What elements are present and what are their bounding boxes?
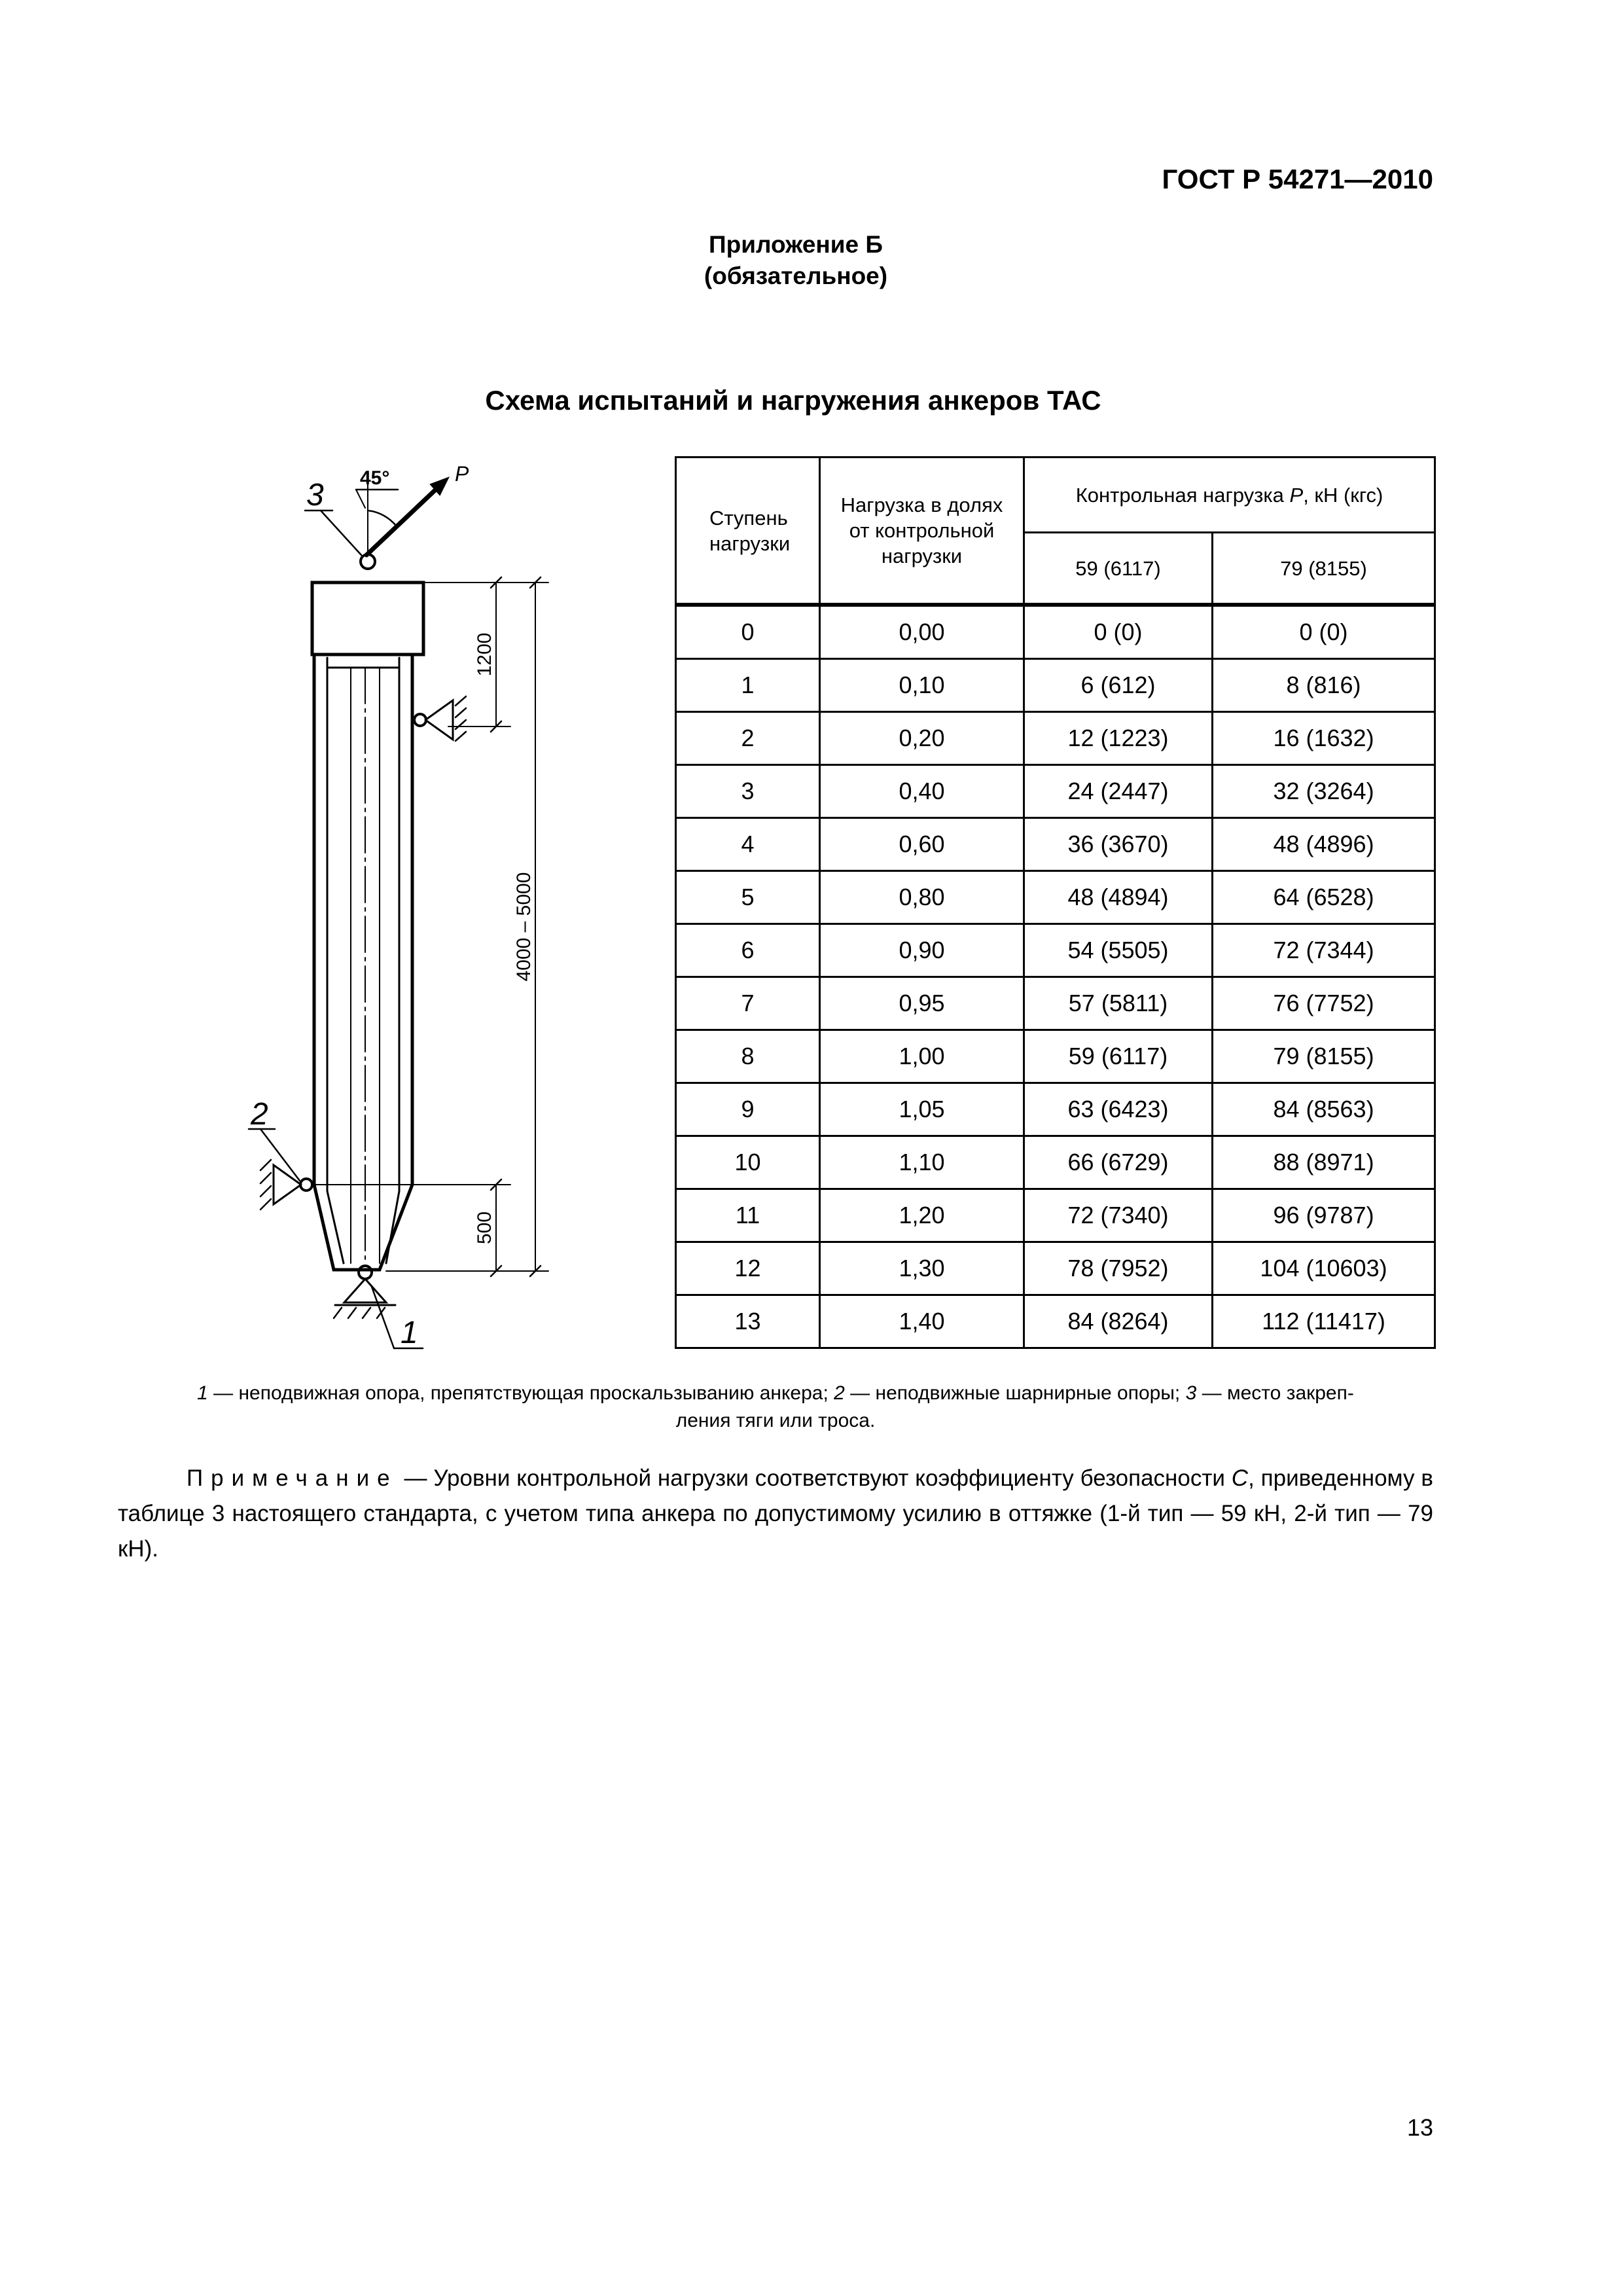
cell-load-type-1: 48 (4894) (1024, 871, 1213, 924)
standard-code: ГОСТ Р 54271—2010 (1162, 164, 1433, 194)
bottom-support-hatch (363, 1308, 370, 1318)
cell-step: 0 (676, 605, 820, 659)
cell-step: 1 (676, 659, 820, 712)
table-row (676, 1189, 1435, 1242)
col-header-step: Ступень нагрузки (676, 457, 820, 605)
sub-col-type-1: 59 (6117) (1024, 533, 1213, 605)
table-row (676, 712, 1435, 765)
cell-load-type-2: 96 (9787) (1213, 1189, 1435, 1242)
appendix-title: Приложение Б (709, 231, 883, 258)
dim-1200-label: 1200 (474, 632, 495, 677)
cell-fraction: 0,10 (820, 659, 1024, 712)
cell-step: 9 (676, 1083, 820, 1136)
callout-3: 3 (306, 478, 324, 512)
angle-arc (368, 511, 397, 526)
lower-support-hatch (260, 1186, 271, 1196)
cell-load-type-2: 16 (1632) (1213, 712, 1435, 765)
table-row (676, 659, 1435, 712)
appendix-status: (обязательное) (704, 262, 888, 289)
cell-fraction: 1,10 (820, 1136, 1024, 1189)
legend-text-4: ления тяги или троса. (675, 1410, 876, 1431)
callout-2: 2 (251, 1097, 268, 1132)
table-row (676, 765, 1435, 818)
note-symbol: С (1231, 1465, 1249, 1491)
cell-load-type-2: 76 (7752) (1213, 977, 1435, 1030)
cell-load-type-1: 0 (0) (1024, 605, 1213, 659)
cell-load-type-1: 78 (7952) (1024, 1242, 1213, 1295)
bottom-support-frame (344, 1279, 386, 1302)
upper-support-hatch (455, 732, 466, 741)
cell-load-type-2: 8 (816) (1213, 659, 1435, 712)
legend-text-1: — неподвижная опора, препятствующая проскальзыванию анкера; (207, 1382, 834, 1404)
table-row (676, 1295, 1435, 1348)
table-row (676, 924, 1435, 977)
cell-step: 7 (676, 977, 820, 1030)
sub-col-type-2: 79 (8155) (1213, 533, 1435, 605)
angle-leader (356, 490, 365, 508)
lower-support-hatch (260, 1173, 271, 1183)
cell-load-type-1: 24 (2447) (1024, 765, 1213, 818)
legend-num-2: 2 (834, 1382, 845, 1404)
bottom-support-hatch (334, 1308, 342, 1318)
cell-fraction: 1,05 (820, 1083, 1024, 1136)
cell-fraction: 1,20 (820, 1189, 1024, 1242)
note-text-b: , приведенному в таблице 3 настоящего стандарта, с учетом типа анкера по допустимому усилию в оттяжке (1-й тип — 59 кН, 2-й тип — 79 кН). (118, 1465, 1433, 1562)
cell-step: 3 (676, 765, 820, 818)
cell-fraction: 0,60 (820, 818, 1024, 871)
note-paragraph (118, 1461, 1433, 1567)
cell-load-type-1: 72 (7340) (1024, 1189, 1213, 1242)
dim-500-label: 500 (474, 1211, 495, 1245)
table-row (676, 1136, 1435, 1189)
cell-step: 12 (676, 1242, 820, 1295)
cell-step: 13 (676, 1295, 820, 1348)
cell-fraction: 0,90 (820, 924, 1024, 977)
control-load-suffix: , кН (кгс) (1303, 483, 1383, 507)
cell-load-type-1: 57 (5811) (1024, 977, 1213, 1030)
figure-legend (118, 1380, 1433, 1435)
note-text-a: — Уровни контрольной нагрузки соответствуют коэффициенту безопасности (397, 1465, 1232, 1491)
force-arrow (366, 487, 438, 555)
anchor-rib-left (327, 658, 344, 1263)
table-row (676, 1030, 1435, 1083)
cell-load-type-2: 48 (4896) (1213, 818, 1435, 871)
cell-fraction: 0,80 (820, 871, 1024, 924)
cell-load-type-2: 84 (8563) (1213, 1083, 1435, 1136)
cell-load-type-1: 6 (612) (1024, 659, 1213, 712)
cell-load-type-1: 12 (1223) (1024, 712, 1213, 765)
table-row (676, 977, 1435, 1030)
table-body (676, 605, 1435, 1348)
cell-load-type-1: 54 (5505) (1024, 924, 1213, 977)
appendix-heading (0, 229, 1623, 292)
upper-support-hatch (455, 720, 466, 729)
cell-fraction: 1,00 (820, 1030, 1024, 1083)
cell-fraction: 0,40 (820, 765, 1024, 818)
cell-load-type-2: 32 (3264) (1213, 765, 1435, 818)
callout-1-leader (372, 1287, 394, 1348)
legend-num-3: 3 (1185, 1382, 1197, 1404)
col-header-fraction: Нагрузка в долях от контрольной нагрузки (820, 457, 1024, 605)
legend-num-1: 1 (197, 1382, 208, 1404)
cell-step: 5 (676, 871, 820, 924)
table-row (676, 818, 1435, 871)
cell-step: 10 (676, 1136, 820, 1189)
cell-load-type-2: 0 (0) (1213, 605, 1435, 659)
upper-support-hatch (455, 708, 466, 717)
legend-text-3: — место закреп- (1196, 1382, 1354, 1404)
cell-step: 4 (676, 818, 820, 871)
table-row (676, 1242, 1435, 1295)
bottom-fixed-support (359, 1266, 372, 1279)
note-label: Примечание (187, 1465, 398, 1491)
cell-fraction: 1,40 (820, 1295, 1024, 1348)
anchor-head (312, 583, 423, 655)
force-label: P (455, 462, 469, 486)
cell-load-type-1: 84 (8264) (1024, 1295, 1213, 1348)
dim-total-label: 4000 – 5000 (513, 872, 535, 982)
cell-load-type-2: 112 (11417) (1213, 1295, 1435, 1348)
cell-load-type-2: 64 (6528) (1213, 871, 1435, 924)
control-load-prefix: Контрольная нагрузка (1075, 483, 1290, 507)
cell-step: 6 (676, 924, 820, 977)
cell-load-type-2: 88 (8971) (1213, 1136, 1435, 1189)
cell-fraction: 0,20 (820, 712, 1024, 765)
legend-text-2: — неподвижные шарнирные опоры; (844, 1382, 1186, 1404)
lower-support-hatch (260, 1160, 271, 1170)
table-row (676, 605, 1435, 659)
cell-load-type-2: 79 (8155) (1213, 1030, 1435, 1083)
cell-fraction: 0,00 (820, 605, 1024, 659)
table-row (676, 1083, 1435, 1136)
table-row (676, 871, 1435, 924)
control-load-symbol: P (1289, 483, 1304, 507)
cell-fraction: 0,95 (820, 977, 1024, 1030)
angle-label: 45° (360, 467, 390, 489)
cell-fraction: 1,30 (820, 1242, 1024, 1295)
callout-3-leader (321, 511, 361, 555)
bottom-support-hatch (348, 1308, 356, 1318)
upper-hinge-support (414, 714, 426, 726)
cell-step: 2 (676, 712, 820, 765)
lower-hinge-support (300, 1179, 312, 1191)
lower-support-frame (274, 1165, 301, 1204)
page-number: 13 (1406, 2114, 1433, 2141)
upper-support-frame (425, 700, 453, 740)
loads-table (675, 456, 1436, 1349)
lower-support-hatch (260, 1199, 271, 1210)
cell-load-type-1: 63 (6423) (1024, 1083, 1213, 1136)
col-header-control-load (1024, 457, 1435, 533)
cell-load-type-1: 66 (6729) (1024, 1136, 1213, 1189)
cell-load-type-1: 59 (6117) (1024, 1030, 1213, 1083)
scheme-title: Схема испытаний и нагружения анкеров ТАС (485, 385, 1101, 416)
cell-step: 11 (676, 1189, 820, 1242)
cell-load-type-2: 104 (10603) (1213, 1242, 1435, 1295)
cell-load-type-1: 36 (3670) (1024, 818, 1213, 871)
anchor-body (314, 655, 412, 1270)
callout-2-leader (260, 1129, 300, 1181)
anchor-rib-right (386, 658, 399, 1263)
callout-1: 1 (401, 1316, 418, 1350)
anchor-test-diagram (223, 445, 628, 1374)
cell-step: 8 (676, 1030, 820, 1083)
upper-support-hatch (455, 696, 466, 706)
cell-load-type-2: 72 (7344) (1213, 924, 1435, 977)
